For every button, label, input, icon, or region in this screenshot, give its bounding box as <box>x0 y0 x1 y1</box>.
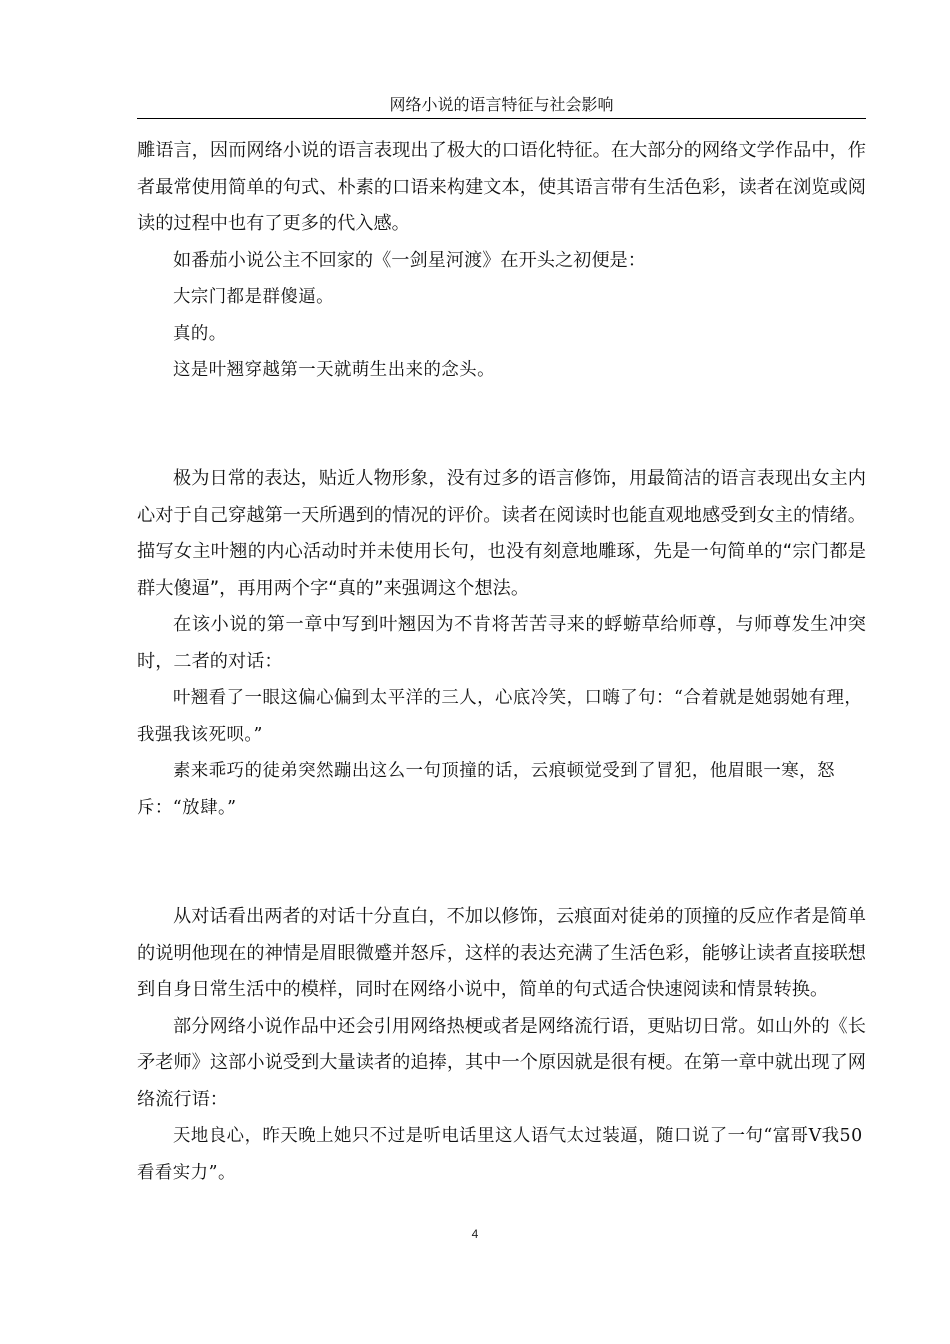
body-paragraph: 在该小说的第一章中写到叶翘因为不肯将苦苦寻来的蜉蝣草给师尊，与师尊发生冲突时，二者的对话： <box>137 614 866 672</box>
header-rule <box>137 118 866 119</box>
quoted-excerpt: 叶翘看了一眼这偏心偏到太平洋的三人，心底冷笑，口嗨了句：“合着就是她弱她有理，我强我该死呗。” <box>137 688 863 745</box>
body-paragraph: 如番茄小说公主不回家的《一剑星河渡》在开头之初便是： <box>173 249 646 271</box>
quoted-excerpt: 真的。 <box>173 323 227 344</box>
quoted-excerpt: 天地良心，昨天晚上她只不过是听电话里这人语气太过装逼，随口说了一句“富哥V我50看看实力”。 <box>137 1126 863 1183</box>
body-paragraph: 部分网络小说作品中还会引用网络热梗或者是网络流行语，更贴切日常。如山外的《长矛老师》这部小说受到大量读者的追捧，其中一个原因就是很有梗。在第一章中就出现了网络流行语： <box>137 1015 866 1110</box>
body-paragraph: 从对话看出两者的对话十分直白，不加以修饰，云痕面对徒弟的顶撞的反应作者是简单的说明他现在的神情是眉眼微蹙并怒斥，这样的表达充满了生活色彩，能够让读者直接联想到自身日常生活中的模样，同时在网络小说中，简单的句式适合快速阅读和情景转换。 <box>137 906 866 1001</box>
body-paragraph: 极为日常的表达，贴近人物形象，没有过多的语言修饰，用最简洁的语言表现出女主内心对于自己穿越第一天所遇到的情况的评价。读者在阅读时也能直观地感受到女主的情绪。描写女主叶翘的内心活动时并未使用长句，也没有刻意地雕琢，先是一句简单的“宗门都是群大傻逼”，再用两个字“真的”来强调这个想法。 <box>137 468 866 599</box>
body-paragraph: 雕语言，因而网络小说的语言表现出了极大的口语化特征。在大部分的网络文学作品中，作者最常使用简单的句式、朴素的口语来构建文本，使其语言带有生活色彩，读者在浏览或阅读的过程中也有了更多的代入感。 <box>137 140 866 234</box>
blank-line <box>137 407 866 444</box>
quoted-excerpt: 素来乖巧的徒弟突然蹦出这么一句顶撞的话，云痕顿觉受到了冒犯，他眉眼一寒，怒斥：“放肆。” <box>137 761 835 818</box>
quoted-excerpt: 大宗门都是群傻逼。 <box>173 287 335 307</box>
quoted-excerpt: 这是叶翘穿越第一天就萌生出来的念头。 <box>173 360 496 380</box>
body-text <box>137 133 866 1191</box>
blank-line <box>137 845 866 882</box>
page-number: 4 <box>471 1227 479 1241</box>
running-header: 网络小说的语言特征与社会影响 <box>389 95 614 114</box>
